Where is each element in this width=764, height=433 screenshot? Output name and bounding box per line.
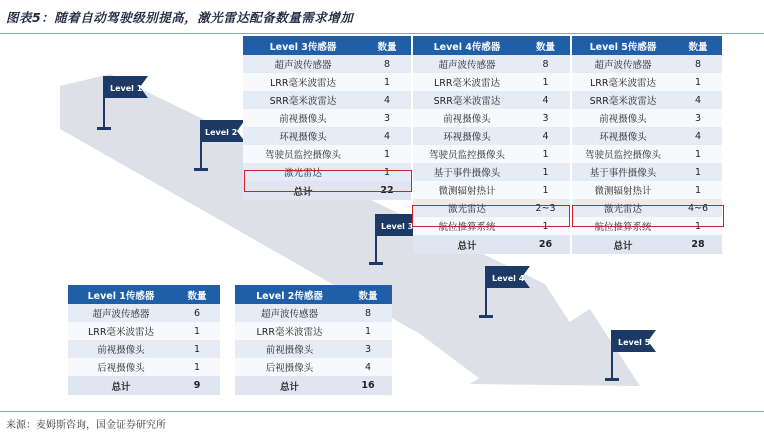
table-row <box>235 358 392 376</box>
column-header-sensor: Level 5传感器 <box>572 36 674 55</box>
sensor-name: 前视摄像头 <box>68 340 174 358</box>
column-header-count: 数量 <box>363 36 411 55</box>
sensor-count: 3 <box>521 109 570 127</box>
sensor-name: 前视摄像头 <box>243 109 363 127</box>
table-row <box>572 217 722 235</box>
sensor-count: 1 <box>674 217 722 235</box>
table-row <box>413 55 570 73</box>
sensor-name: SRR毫米波雷达 <box>572 91 674 109</box>
total-label: 总计 <box>235 376 344 395</box>
sensor-count: 8 <box>363 55 411 73</box>
table-row <box>413 217 570 235</box>
flag-label-level-1: Level 1 <box>110 84 143 93</box>
total-label: 总计 <box>572 235 674 254</box>
table-row <box>68 304 220 322</box>
sensor-name: 驾驶员监控摄像头 <box>413 145 521 163</box>
table-row <box>235 322 392 340</box>
table-row <box>243 127 411 145</box>
table-row <box>243 91 411 109</box>
sensor-name: 超声波传感器 <box>68 304 174 322</box>
table-row <box>572 91 722 109</box>
total-label: 总计 <box>68 376 174 395</box>
table-row <box>572 73 722 91</box>
flag-label-level-4: Level 4 <box>492 274 525 283</box>
sensor-count: 4 <box>674 127 722 145</box>
sensor-name: 激光雷达 <box>413 199 521 217</box>
table-row <box>413 163 570 181</box>
column-header-count: 数量 <box>344 285 392 304</box>
sensor-count: 1 <box>344 322 392 340</box>
table-row <box>572 145 722 163</box>
sensor-count: 4 <box>363 91 411 109</box>
column-header-count: 数量 <box>174 285 220 304</box>
flag-label-level-5: Level 5 <box>618 338 651 347</box>
sensor-name: 超声波传感器 <box>243 55 363 73</box>
column-header-sensor: Level 2传感器 <box>235 285 344 304</box>
sensor-name: LRR毫米波雷达 <box>413 73 521 91</box>
column-header-count: 数量 <box>521 36 570 55</box>
sensor-name: SRR毫米波雷达 <box>243 91 363 109</box>
sensor-count: 2~3 <box>521 199 570 217</box>
level-3-sensor-table <box>243 36 411 200</box>
sensor-name: 基于事件摄像头 <box>413 163 521 181</box>
sensor-name: 前视摄像头 <box>572 109 674 127</box>
table-header-row <box>243 36 411 55</box>
table-row <box>243 55 411 73</box>
sensor-count: 4 <box>521 91 570 109</box>
sensor-count: 1 <box>363 73 411 91</box>
column-header-sensor: Level 3传感器 <box>243 36 363 55</box>
sensor-name: 超声波传感器 <box>235 304 344 322</box>
table-header-row <box>572 36 722 55</box>
flag-label-level-2: Level 2 <box>205 128 238 137</box>
source-note: 来源：麦姆斯咨询，国金证券研究所 <box>6 420 166 431</box>
total-value: 16 <box>344 376 392 395</box>
sensor-count: 8 <box>521 55 570 73</box>
sensor-name: 后视摄像头 <box>68 358 174 376</box>
sensor-count: 4~6 <box>674 199 722 217</box>
table-row <box>68 340 220 358</box>
table-row <box>235 340 392 358</box>
table-total-row <box>68 376 220 395</box>
column-header-count: 数量 <box>674 36 722 55</box>
table-row <box>572 181 722 199</box>
sensor-name: 激光雷达 <box>572 199 674 217</box>
sensor-name: SRR毫米波雷达 <box>413 91 521 109</box>
total-value: 26 <box>521 235 570 254</box>
sensor-count: 3 <box>674 109 722 127</box>
sensor-count: 4 <box>674 91 722 109</box>
table-header-row <box>68 285 220 304</box>
table-total-row <box>572 235 722 254</box>
sensor-name: 驾驶员监控摄像头 <box>243 145 363 163</box>
sensor-count: 4 <box>363 127 411 145</box>
sensor-count: 1 <box>174 322 220 340</box>
sensor-name: 前视摄像头 <box>235 340 344 358</box>
sensor-name: LRR毫米波雷达 <box>235 322 344 340</box>
sensor-name: 超声波传感器 <box>413 55 521 73</box>
table-row <box>235 304 392 322</box>
figure-title-bar <box>0 0 764 34</box>
table-row <box>243 145 411 163</box>
level-2-sensor-table <box>235 285 392 395</box>
sensor-name: 航位推算系统 <box>572 217 674 235</box>
sensor-count: 1 <box>521 163 570 181</box>
table-row <box>413 181 570 199</box>
sensor-count: 4 <box>344 358 392 376</box>
table-row <box>572 109 722 127</box>
sensor-count: 1 <box>521 73 570 91</box>
sensor-name: 微测辐射热计 <box>413 181 521 199</box>
table-row-lidar-highlight <box>413 199 570 217</box>
table-row <box>68 322 220 340</box>
table-row <box>413 109 570 127</box>
sensor-name: 微测辐射热计 <box>572 181 674 199</box>
table-row <box>572 55 722 73</box>
table-row <box>572 163 722 181</box>
total-value: 22 <box>363 181 411 200</box>
total-value: 28 <box>674 235 722 254</box>
table-total-row <box>413 235 570 254</box>
total-label: 总计 <box>243 181 363 200</box>
sensor-name: 航位推算系统 <box>413 217 521 235</box>
sensor-name: 激光雷达 <box>243 163 363 181</box>
sensor-count: 1 <box>174 358 220 376</box>
sensor-name: 超声波传感器 <box>572 55 674 73</box>
sensor-name: LRR毫米波雷达 <box>243 73 363 91</box>
sensor-name: LRR毫米波雷达 <box>572 73 674 91</box>
sensor-name: 环视摄像头 <box>413 127 521 145</box>
sensor-count: 1 <box>674 73 722 91</box>
column-header-sensor: Level 4传感器 <box>413 36 521 55</box>
sensor-name: 前视摄像头 <box>413 109 521 127</box>
table-row <box>243 109 411 127</box>
sensor-name: 环视摄像头 <box>243 127 363 145</box>
flag-label-level-3: Level 3 <box>381 222 414 231</box>
sensor-count: 1 <box>363 145 411 163</box>
sensor-count: 1 <box>521 181 570 199</box>
sensor-count: 1 <box>174 340 220 358</box>
sensor-count: 3 <box>363 109 411 127</box>
table-total-row <box>243 181 411 200</box>
total-label: 总计 <box>413 235 521 254</box>
level-5-sensor-table <box>572 36 722 254</box>
table-header-row <box>413 36 570 55</box>
table-row <box>572 127 722 145</box>
table-row <box>413 145 570 163</box>
level-4-sensor-table <box>413 36 570 254</box>
sensor-count: 1 <box>521 217 570 235</box>
table-total-row <box>235 376 392 395</box>
sensor-name: 驾驶员监控摄像头 <box>572 145 674 163</box>
figure-title: 图表5：随着自动驾驶级别提高，激光雷达配备数量需求增加 <box>6 10 354 25</box>
table-row <box>243 73 411 91</box>
table-row-lidar-highlight <box>243 163 411 181</box>
column-header-sensor: Level 1传感器 <box>68 285 174 304</box>
sensor-count: 8 <box>674 55 722 73</box>
total-value: 9 <box>174 376 220 395</box>
sensor-count: 1 <box>363 163 411 181</box>
sensor-count: 1 <box>674 145 722 163</box>
sensor-count: 6 <box>174 304 220 322</box>
sensor-name: 基于事件摄像头 <box>572 163 674 181</box>
sensor-count: 4 <box>521 127 570 145</box>
sensor-count: 8 <box>344 304 392 322</box>
sensor-count: 1 <box>521 145 570 163</box>
table-row <box>413 73 570 91</box>
table-row <box>413 127 570 145</box>
table-row <box>413 91 570 109</box>
sensor-count: 1 <box>674 163 722 181</box>
sensor-count: 3 <box>344 340 392 358</box>
table-row-lidar-highlight <box>572 199 722 217</box>
sensor-count: 1 <box>674 181 722 199</box>
table-row <box>68 358 220 376</box>
footer-divider <box>0 411 764 412</box>
sensor-name: LRR毫米波雷达 <box>68 322 174 340</box>
sensor-name: 后视摄像头 <box>235 358 344 376</box>
sensor-name: 环视摄像头 <box>572 127 674 145</box>
level-1-sensor-table <box>68 285 220 395</box>
table-header-row <box>235 285 392 304</box>
